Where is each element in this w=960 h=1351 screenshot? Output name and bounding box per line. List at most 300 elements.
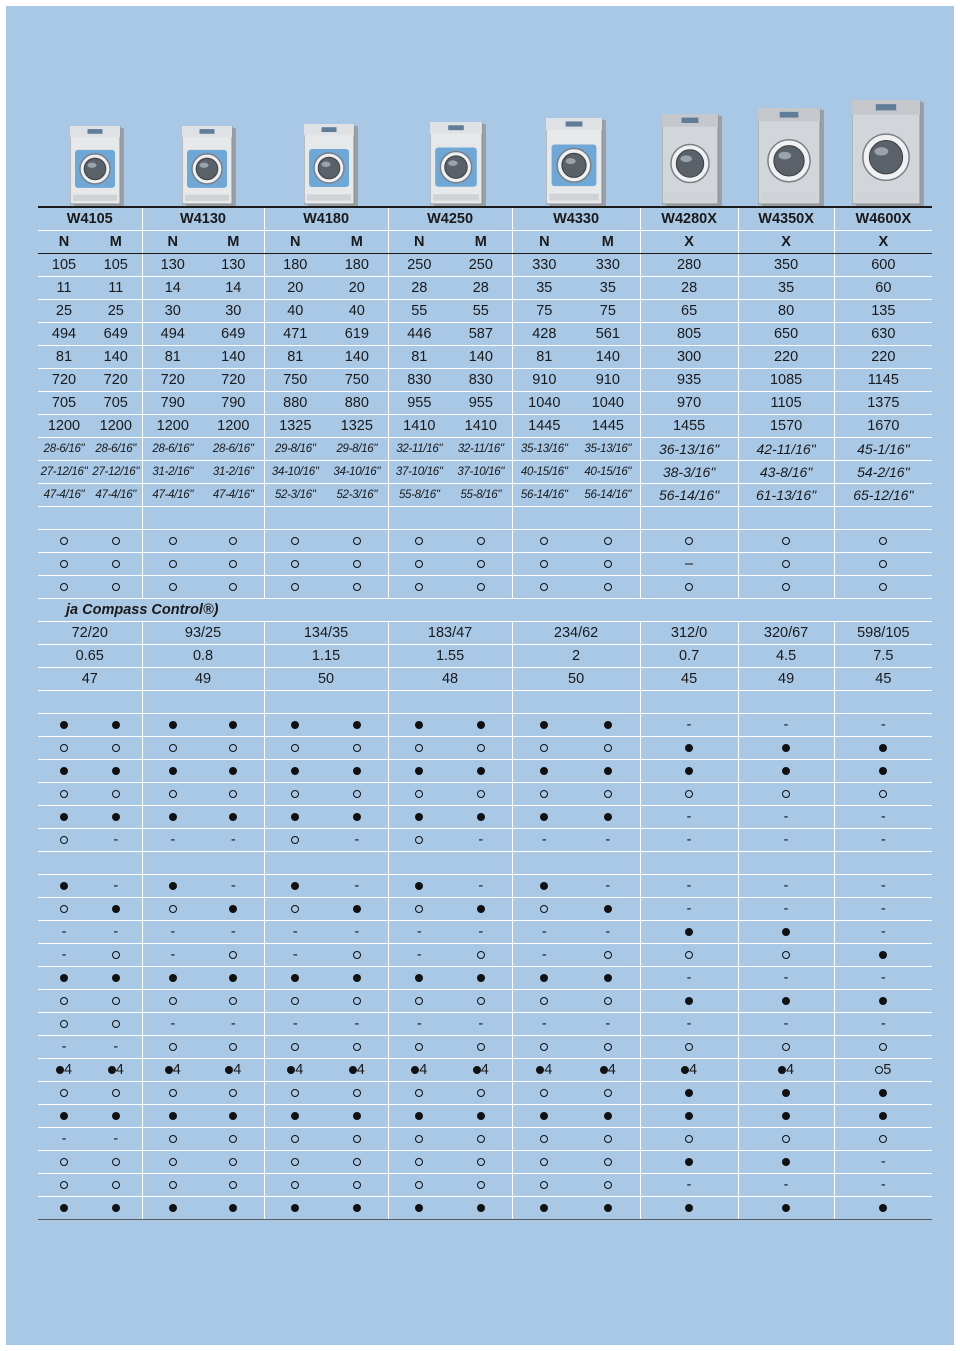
standard-dot-icon	[229, 813, 237, 821]
standard-dot-icon	[477, 767, 485, 775]
standard-dot-icon	[349, 1066, 357, 1074]
spec-cell	[738, 507, 834, 530]
feature-standard-cell	[450, 806, 512, 829]
feature-option-cell	[90, 737, 142, 760]
feature-option-cell	[90, 553, 142, 576]
spec-cell: 14	[142, 277, 203, 300]
feature-option-cell	[203, 944, 264, 967]
feature-standard-cell	[142, 875, 203, 898]
spec-cell	[326, 507, 388, 530]
spec-cell: 55-8/16"	[450, 484, 512, 507]
spec-cell: 880	[326, 392, 388, 415]
standard-dot-icon	[782, 767, 790, 775]
feature-option-cell	[388, 1174, 450, 1197]
feature-option-cell	[576, 1036, 640, 1059]
feature-option-cell	[576, 1174, 640, 1197]
spec-cell: 428	[512, 323, 576, 346]
standard-dot-icon	[540, 882, 548, 890]
feature-option-cell	[388, 737, 450, 760]
spec-cell: 790	[142, 392, 203, 415]
spec-cell: 32-11/16"	[388, 438, 450, 461]
feature-standard-cell	[450, 1105, 512, 1128]
feature-option-cell	[203, 1128, 264, 1151]
spec-cell: 561	[576, 323, 640, 346]
standard-dot-icon	[112, 767, 120, 775]
option-ring-icon	[477, 1043, 485, 1051]
spec-cell: -	[326, 875, 388, 898]
spec-cell	[834, 507, 932, 530]
feature-standard-cell	[388, 760, 450, 783]
option-ring-icon	[604, 1043, 612, 1051]
spec-cell: 220	[834, 346, 932, 369]
feature-standard-cell	[90, 1105, 142, 1128]
spec-cell: 45-1/16"	[834, 438, 932, 461]
feature-standard-cell	[450, 714, 512, 737]
feature-option-cell	[326, 1036, 388, 1059]
model-name: W4280X	[640, 207, 738, 231]
feature-standard-cell	[264, 1197, 326, 1220]
option-ring-icon	[540, 560, 548, 568]
model-name: W4250	[388, 207, 512, 231]
standard-dot-icon	[229, 1204, 237, 1212]
table-row	[38, 1059, 932, 1082]
feature-standard-cell	[576, 714, 640, 737]
spec-cell: 720	[203, 369, 264, 392]
standard-dot-icon	[604, 813, 612, 821]
spec-cell: 280	[640, 254, 738, 277]
option-ring-icon	[415, 905, 423, 913]
spec-cell: 1200	[38, 415, 90, 438]
option-ring-icon	[540, 997, 548, 1005]
table-row	[38, 1082, 932, 1105]
feature-option-cell	[576, 530, 640, 553]
spec-cell: -	[142, 944, 203, 967]
spec-cell: 56-14/16"	[512, 484, 576, 507]
option-ring-icon	[112, 537, 120, 545]
feature-option-cell	[264, 1151, 326, 1174]
spec-cell: 7.5	[834, 645, 932, 668]
feature-standard-cell	[738, 1082, 834, 1105]
feature-standard-cell	[142, 806, 203, 829]
spec-cell: 40-15/16"	[576, 461, 640, 484]
feature-count-cell: 5	[834, 1059, 932, 1082]
spec-cell	[576, 507, 640, 530]
spec-cell: 300	[640, 346, 738, 369]
standard-dot-icon	[353, 1204, 361, 1212]
variant-label: N	[38, 231, 90, 254]
spec-cell: 1445	[576, 415, 640, 438]
option-ring-icon	[540, 1158, 548, 1166]
feature-count-cell: 4	[576, 1059, 640, 1082]
variant-label: N	[142, 231, 203, 254]
feature-option-cell	[90, 1174, 142, 1197]
standard-dot-icon	[169, 1112, 177, 1120]
feature-option-cell	[450, 553, 512, 576]
spec-cell: 1570	[738, 415, 834, 438]
model-name: W4130	[142, 207, 264, 231]
option-ring-icon	[604, 1158, 612, 1166]
feature-option-cell	[640, 944, 738, 967]
spec-cell: -	[640, 806, 738, 829]
standard-dot-icon	[353, 1112, 361, 1120]
spec-cell: 1200	[142, 415, 203, 438]
table-row	[38, 1128, 932, 1151]
spec-cell: 1200	[203, 415, 264, 438]
feature-option-cell	[576, 737, 640, 760]
option-ring-icon	[604, 537, 612, 545]
feature-option-cell	[38, 737, 90, 760]
spec-cell: -	[90, 875, 142, 898]
option-ring-icon	[291, 1135, 299, 1143]
feature-standard-cell	[142, 967, 203, 990]
spec-cell: 619	[326, 323, 388, 346]
standard-dot-icon	[540, 1204, 548, 1212]
variant-label: X	[640, 231, 738, 254]
feature-standard-cell	[142, 1105, 203, 1128]
spec-cell: -	[640, 714, 738, 737]
spec-cell: 140	[90, 346, 142, 369]
feature-option-cell	[388, 1151, 450, 1174]
standard-dot-icon	[685, 1158, 693, 1166]
option-ring-icon	[604, 790, 612, 798]
standard-dot-icon	[879, 1089, 887, 1097]
spec-cell: 0.8	[142, 645, 264, 668]
standard-dot-icon	[540, 974, 548, 982]
spec-cell: 81	[512, 346, 576, 369]
table-row	[38, 1105, 932, 1128]
spec-cell: 750	[326, 369, 388, 392]
feature-option-cell	[388, 1082, 450, 1105]
spec-cell: 81	[264, 346, 326, 369]
option-ring-icon	[604, 1181, 612, 1189]
feature-count-cell: 4	[388, 1059, 450, 1082]
spec-cell	[203, 507, 264, 530]
feature-standard-cell	[203, 898, 264, 921]
feature-option-cell	[38, 576, 90, 599]
feature-option-cell	[512, 990, 576, 1013]
feature-standard-cell	[90, 760, 142, 783]
option-ring-icon	[112, 583, 120, 591]
spec-cell	[203, 852, 264, 875]
option-ring-icon	[782, 560, 790, 568]
spec-cell: 320/67	[738, 622, 834, 645]
standard-dot-icon	[685, 1204, 693, 1212]
spec-cell	[90, 691, 142, 714]
feature-option-cell	[203, 530, 264, 553]
spec-cell: -	[38, 944, 90, 967]
option-ring-icon	[60, 1020, 68, 1028]
feature-option-cell	[512, 530, 576, 553]
table-row	[38, 461, 932, 484]
table-row	[38, 898, 932, 921]
spec-cell: 28	[388, 277, 450, 300]
spec-cell: 935	[640, 369, 738, 392]
feature-option-cell	[326, 783, 388, 806]
feature-option-cell	[388, 898, 450, 921]
standard-dot-icon	[782, 1158, 790, 1166]
standard-dot-icon	[229, 905, 237, 913]
spec-cell	[388, 691, 450, 714]
spec-cell	[388, 507, 450, 530]
spec-cell: 649	[90, 323, 142, 346]
spec-cell: 312/0	[640, 622, 738, 645]
option-ring-icon	[782, 1043, 790, 1051]
spec-cell: -	[388, 921, 450, 944]
feature-standard-cell	[834, 1082, 932, 1105]
feature-standard-cell	[264, 714, 326, 737]
spec-cell: 49	[142, 668, 264, 691]
table-row	[38, 553, 932, 576]
standard-dot-icon	[778, 1066, 786, 1074]
spec-cell	[576, 852, 640, 875]
feature-standard-cell	[203, 714, 264, 737]
spec-cell: 28	[640, 277, 738, 300]
feature-option-cell	[388, 530, 450, 553]
table-row	[38, 668, 932, 691]
feature-standard-cell	[388, 1197, 450, 1220]
spec-cell: 45	[640, 668, 738, 691]
option-ring-icon	[229, 1135, 237, 1143]
spec-cell: 45	[834, 668, 932, 691]
variant-label: M	[90, 231, 142, 254]
feature-option-cell	[203, 990, 264, 1013]
option-ring-icon	[604, 560, 612, 568]
feature-option-cell	[512, 1082, 576, 1105]
feature-standard-cell	[512, 714, 576, 737]
feature-count-cell: 4	[38, 1059, 90, 1082]
spec-cell	[203, 691, 264, 714]
standard-dot-icon	[60, 721, 68, 729]
feature-option-cell	[450, 576, 512, 599]
standard-dot-icon	[112, 813, 120, 821]
spec-cell: -	[142, 829, 203, 852]
spec-cell: -	[38, 1128, 90, 1151]
spec-cell: -	[640, 1013, 738, 1036]
spec-cell: 72/20	[38, 622, 142, 645]
option-ring-icon	[291, 1089, 299, 1097]
option-ring-icon	[60, 744, 68, 752]
feature-standard-cell	[388, 714, 450, 737]
spec-cell: 1105	[738, 392, 834, 415]
feature-standard-cell	[38, 1197, 90, 1220]
spec-cell: 805	[640, 323, 738, 346]
spec-cell: 910	[512, 369, 576, 392]
standard-dot-icon	[604, 1112, 612, 1120]
spec-cell: 47	[38, 668, 142, 691]
option-ring-icon	[415, 997, 423, 1005]
feature-standard-cell	[834, 944, 932, 967]
table-row	[38, 691, 932, 714]
feature-option-cell	[142, 737, 203, 760]
spec-cell: 29-8/16"	[264, 438, 326, 461]
option-ring-icon	[353, 537, 361, 545]
feature-count-cell: 4	[640, 1059, 738, 1082]
spec-cell: 40	[326, 300, 388, 323]
option-ring-icon	[353, 560, 361, 568]
variant-label: N	[388, 231, 450, 254]
spec-cell: 330	[512, 254, 576, 277]
table-row	[38, 806, 932, 829]
variant-label: N	[512, 231, 576, 254]
front-load-washer-image	[70, 126, 124, 206]
option-ring-icon	[229, 560, 237, 568]
spec-cell: -	[512, 921, 576, 944]
standard-dot-icon	[291, 767, 299, 775]
feature-option-cell	[264, 990, 326, 1013]
feature-standard-cell	[834, 1105, 932, 1128]
spec-cell: 705	[90, 392, 142, 415]
option-ring-icon	[415, 1181, 423, 1189]
spec-cell	[738, 852, 834, 875]
standard-dot-icon	[604, 721, 612, 729]
standard-dot-icon	[169, 721, 177, 729]
feature-option-cell	[142, 898, 203, 921]
option-ring-icon	[477, 951, 485, 959]
feature-count-cell: 4	[203, 1059, 264, 1082]
table-row	[38, 967, 932, 990]
standard-dot-icon	[229, 767, 237, 775]
option-ring-icon	[291, 560, 299, 568]
table-row	[38, 990, 932, 1013]
spec-cell: 50	[264, 668, 388, 691]
feature-standard-cell	[203, 1197, 264, 1220]
feature-standard-cell	[738, 1197, 834, 1220]
spec-cell: -	[388, 1013, 450, 1036]
feature-standard-cell	[326, 967, 388, 990]
option-ring-icon	[353, 790, 361, 798]
spec-cell: 75	[512, 300, 576, 323]
spec-cell: 14	[203, 277, 264, 300]
option-ring-icon	[169, 583, 177, 591]
spec-cell	[38, 507, 90, 530]
spec-cell: 598/105	[834, 622, 932, 645]
feature-option-cell	[142, 530, 203, 553]
table-row	[38, 783, 932, 806]
option-ring-icon	[879, 1135, 887, 1143]
feature-option-cell	[203, 1036, 264, 1059]
feature-standard-cell	[203, 1105, 264, 1128]
option-ring-icon	[415, 537, 423, 545]
option-ring-icon	[879, 560, 887, 568]
spec-cell: 31-2/16"	[142, 461, 203, 484]
feature-option-cell	[834, 1036, 932, 1059]
spec-cell: 36-13/16"	[640, 438, 738, 461]
option-ring-icon	[112, 1158, 120, 1166]
feature-option-cell	[738, 783, 834, 806]
standard-dot-icon	[685, 997, 693, 1005]
feature-option-cell	[142, 576, 203, 599]
spec-cell: 81	[142, 346, 203, 369]
spec-cell: 37-10/16"	[450, 461, 512, 484]
feature-option-cell	[576, 1151, 640, 1174]
spec-cell: -	[326, 829, 388, 852]
spec-cell: 1410	[388, 415, 450, 438]
option-ring-icon	[540, 1135, 548, 1143]
feature-option-cell	[203, 1151, 264, 1174]
standard-dot-icon	[477, 1112, 485, 1120]
feature-count-cell: 4	[264, 1059, 326, 1082]
spec-cell: 140	[450, 346, 512, 369]
spec-cell: 25	[90, 300, 142, 323]
spec-cell: 250	[388, 254, 450, 277]
standard-dot-icon	[112, 1112, 120, 1120]
feature-option-cell	[142, 1036, 203, 1059]
option-ring-icon	[353, 951, 361, 959]
option-ring-icon	[112, 560, 120, 568]
feature-option-cell	[450, 990, 512, 1013]
spec-cell	[142, 852, 203, 875]
spec-cell: -	[90, 921, 142, 944]
feature-option-cell	[264, 1082, 326, 1105]
feature-option-cell	[576, 944, 640, 967]
option-ring-icon	[169, 1135, 177, 1143]
spec-cell: -	[203, 1013, 264, 1036]
spec-cell: -	[142, 921, 203, 944]
standard-dot-icon	[879, 744, 887, 752]
option-ring-icon	[60, 1089, 68, 1097]
spec-cell: -	[834, 1174, 932, 1197]
standard-dot-icon	[291, 721, 299, 729]
spec-cell: 600	[834, 254, 932, 277]
model-name: W4105	[38, 207, 142, 231]
feature-standard-cell	[834, 1197, 932, 1220]
standard-dot-icon	[477, 721, 485, 729]
spec-cell: -	[738, 875, 834, 898]
spec-cell: 1040	[576, 392, 640, 415]
spec-cell: 20	[326, 277, 388, 300]
option-ring-icon	[540, 1089, 548, 1097]
option-ring-icon	[169, 1089, 177, 1097]
feature-option-cell	[264, 1174, 326, 1197]
spec-cell: 28-6/16"	[203, 438, 264, 461]
spec-cell: 130	[203, 254, 264, 277]
standard-dot-icon	[685, 744, 693, 752]
standard-dot-icon	[60, 813, 68, 821]
spec-cell: -	[450, 921, 512, 944]
standard-dot-icon	[477, 905, 485, 913]
spec-cell: 649	[203, 323, 264, 346]
standard-dot-icon	[169, 767, 177, 775]
variant-label: N	[264, 231, 326, 254]
spec-cell: 65	[640, 300, 738, 323]
spec-cell	[834, 852, 932, 875]
spec-cell: 27-12/16"	[90, 461, 142, 484]
feature-count-cell: 4	[142, 1059, 203, 1082]
feature-standard-cell	[388, 1105, 450, 1128]
spec-cell: 55	[450, 300, 512, 323]
feature-standard-cell	[264, 1105, 326, 1128]
spec-cell: 47-4/16"	[203, 484, 264, 507]
spec-cell: 28-6/16"	[38, 438, 90, 461]
spec-cell: 105	[38, 254, 90, 277]
feature-option-cell	[90, 990, 142, 1013]
spec-cell: 234/62	[512, 622, 640, 645]
spec-cell: 1670	[834, 415, 932, 438]
feature-option-cell	[38, 1013, 90, 1036]
spec-cell: 830	[450, 369, 512, 392]
option-ring-icon	[60, 1181, 68, 1189]
option-ring-icon	[353, 1135, 361, 1143]
feature-option-cell	[203, 1174, 264, 1197]
spec-cell: -	[640, 898, 738, 921]
feature-standard-cell	[512, 1197, 576, 1220]
spec-cell: 34-10/16"	[326, 461, 388, 484]
feature-option-cell	[450, 737, 512, 760]
feature-option-cell	[264, 1036, 326, 1059]
feature-standard-cell	[90, 967, 142, 990]
feature-option-cell	[142, 990, 203, 1013]
feature-option-cell	[388, 990, 450, 1013]
